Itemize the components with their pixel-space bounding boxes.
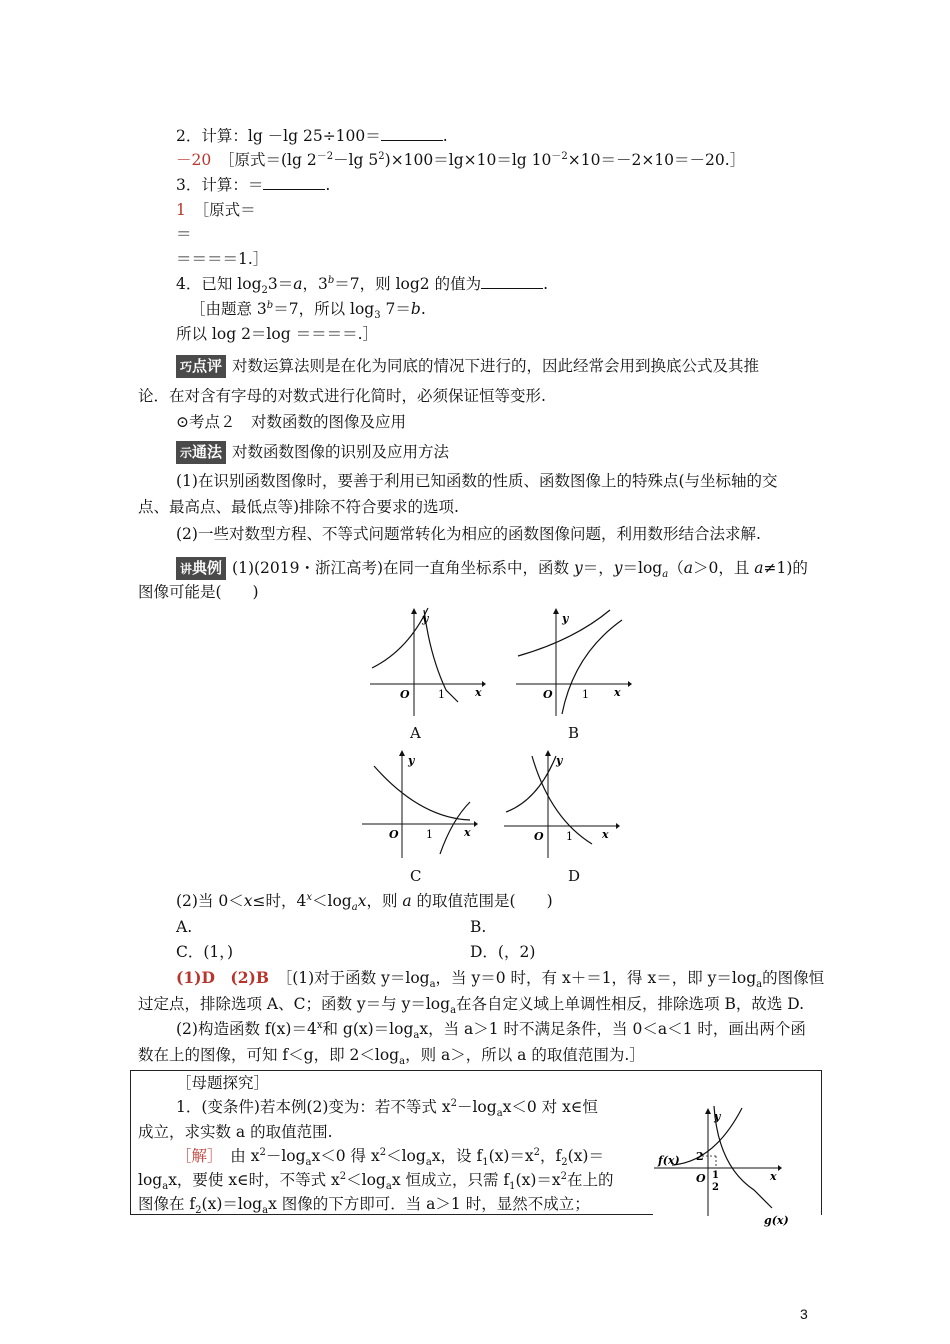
q3-solution-2: ＝ <box>176 225 192 243</box>
option-d: D．(，2) <box>470 943 536 961</box>
graph-d <box>502 748 622 860</box>
origin-label: O <box>389 828 399 841</box>
y-label: y <box>714 1110 721 1123</box>
q3-question: 3．计算：＝ . <box>176 176 331 194</box>
method-tag: 示通法 <box>176 441 226 464</box>
q2-solution: －20 ［原式＝(lg $2^{-2}-\lg$ $5^2)\times 100=\lg\times 10=\lg$ $10^{-2}\times 10=-2\times 10=-20.]$ <box>176 150 746 169</box>
graph-a <box>368 606 486 718</box>
explore-graph <box>654 1104 820 1236</box>
explore-line-1: 1．(变条件)若本例(2)变为：若不等式 $x^2-\log_ax<0$ 对 x∈恒 <box>176 1097 598 1120</box>
q4-solution-2: 所以 log 2＝log ＝＝＝＝.］ <box>176 325 378 343</box>
x-label: x <box>602 828 609 841</box>
review-line-1: 巧点评 对数运算法则是在化为同底的情况下进行的，因此经常会用到换底公式及其推 <box>176 355 759 378</box>
one-label: 1 <box>566 830 573 843</box>
graph-d-label: D <box>568 867 581 885</box>
example-solution-1b: 过定点，排除选项 A、C；函数 y＝与 $y=\log_a$在各自定义域上单调性相反，排除选项 B，故选 D. <box>138 995 805 1017</box>
section-title: ⊙考点２ 对数函数的图像及应用 <box>176 413 406 431</box>
curve-f <box>672 1108 742 1165</box>
example-line-1: 讲典例 (1)(2019・浙江高考)在同一直角坐标系中，函数 y＝，$y=\log_a(a>0$，且 a≠1)的 <box>176 557 808 580</box>
one-label: 1 <box>438 688 445 701</box>
y-label: y <box>556 754 563 767</box>
example-solution-2b: 数在上的图像，可知 f＜g，即 $2<\log_a$，则 a＞，所以 a 的取值范围为.］ <box>138 1046 645 1068</box>
explore-line-5: 图像在 $f_2(x)=\log_ax$ 图像的下方即可．当 a＞1 时，显然不成立； <box>138 1195 590 1217</box>
graph-c-label: C <box>410 867 422 885</box>
explore-box-bottom-rule <box>130 1214 653 1215</box>
curve-log <box>562 620 622 714</box>
graph-c <box>360 748 480 860</box>
half-num-label: 1 <box>712 1170 719 1181</box>
two-label: 2 <box>696 1150 704 1163</box>
solution-tag: ［解］ <box>176 1147 215 1165</box>
origin-label: O <box>543 688 553 701</box>
x-label: x <box>475 686 482 699</box>
y-label: y <box>408 754 415 767</box>
example-line-2: 图像可能是( ) <box>138 583 259 601</box>
curve-decay <box>374 766 470 820</box>
half-den-label: 2 <box>712 1182 719 1193</box>
x-label: x <box>614 686 621 699</box>
option-b: B. <box>470 918 487 936</box>
q4-solution-1: ［由题意 $3^b=7$，所以 $\log_3 7=b$. <box>190 299 426 322</box>
origin-label: O <box>534 830 544 843</box>
graph-a-label: A <box>410 724 421 742</box>
y-label: y <box>562 612 569 625</box>
q2-answer: －20 <box>176 151 212 169</box>
q2-question: 2．计算：lg －lg 25÷100＝ . <box>176 127 448 145</box>
one-label: 1 <box>426 828 433 841</box>
y-label: y <box>422 612 429 625</box>
q3-solution-3: ＝＝＝＝1.］ <box>176 250 269 268</box>
x-label: x <box>464 826 471 839</box>
page-number: 3 <box>800 1306 808 1322</box>
origin-label: O <box>696 1172 706 1185</box>
q3-solution-1: 1 ［原式＝ <box>176 201 256 219</box>
origin-label: O <box>400 688 410 701</box>
graph-b-label: B <box>568 724 580 742</box>
explore-line-2: 成立，求实数 a 的取值范围. <box>138 1123 333 1141</box>
example-q2: (2)当 0＜x≤时，$4^x<\log_ax$，则 a 的取值范围是( ) <box>176 891 553 914</box>
q3-answer: 1 <box>176 201 186 219</box>
method-p1b: 点、最高点、最低点等)排除不符合要求的选项. <box>138 498 459 516</box>
method-p1a: (1)在识别函数图像时，要善于利用已知函数的性质、函数图像上的特殊点(与坐标轴的交 <box>176 472 778 490</box>
graph-b <box>514 606 632 718</box>
option-c: C．(1，) <box>176 943 234 961</box>
one-label: 1 <box>582 688 589 701</box>
f-label: f(x) <box>658 1154 680 1167</box>
g-label: g(x) <box>764 1214 789 1227</box>
review-line-2: 论．在对含有字母的对数式进行化简时，必须保证恒等变形. <box>138 387 546 405</box>
x-label: x <box>770 1170 777 1183</box>
example-solution-2a: (2)构造函数 $f(x)=4^x$和 $g(x)=\log_ax$，当 a＞1 时不满足条件，当 0＜a＜1 时，画出两个函 <box>176 1019 806 1042</box>
curve-g <box>714 1106 772 1208</box>
explore-line-4: $\log_ax$，要使 x∈时，不等式 $x^2<\log_ax$ 恒成立，只需 $f_1(x)=x^2$在上的 <box>138 1170 614 1193</box>
q4-question: 4．已知 $\log_23=a$，$3^b=7$，则 log2 的值为 . <box>176 274 549 297</box>
explore-line-3: ［解］ 由 $x^2-\log_ax<0$ 得 $x^2<\log_ax$，设 $f_1(x)=x^2$，$f_2(x)=$ <box>176 1146 604 1169</box>
curve-increasing <box>372 608 428 668</box>
example-solution-1a: (1)D (2)B ［(1)对于函数 $y=\log_a$，当 y＝0 时，有 x＋＝1，得 x＝，即 $y=\log_a$的图像恒 <box>176 968 825 991</box>
method-p2: (2)一些对数型方程、不等式问题常转化为相应的函数图像问题，利用数形结合法求解. <box>176 525 761 543</box>
explore-title: ［母题探究］ <box>176 1074 270 1092</box>
option-a: A. <box>176 918 193 936</box>
example-answer: (1)D (2)B <box>176 968 269 987</box>
example-tag: 讲典例 <box>176 557 226 580</box>
method-title: 示通法 对数函数图像的识别及应用方法 <box>176 441 449 464</box>
review-tag: 巧点评 <box>176 355 226 378</box>
